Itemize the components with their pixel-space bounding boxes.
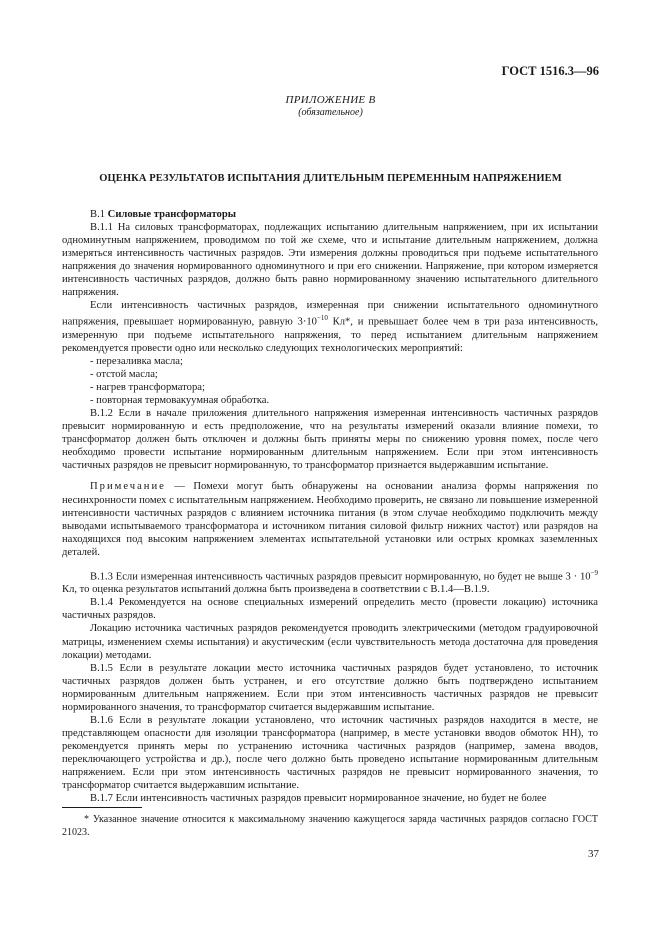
- paragraph-b-1-3: [62, 567, 598, 597]
- paragraph-b-1-2: В.1.2 Если в начале приложения длительного напряжения измеренная интенсивность частичных разрядов превысит нормированную и есть предположение, что на результаты измерений оказали влияние помехи, то трансформатор должен быть отключен и должны быть приняты меры по снижению уровня помех, после чего необходимо провести испытание нормированным длительным напряжением. Если при этом интенсивность частичных разрядов не превысит нормированную, то трансформатор признается выдержавшим испытание.: [62, 408, 598, 472]
- section-number: В.1: [90, 209, 106, 220]
- paragraph-text: В.1.3 Если измеренная интенсивность частичных разрядов превысит нормированную, но будет не выше 3 · 10: [90, 571, 591, 583]
- paragraph-b-1-7: В.1.7 Если интенсивность частичных разрядов превысит нормированное значение, но будет не более: [90, 793, 547, 805]
- paragraph-b-1-4: В.1.4 Рекомендуется на основе специальных измерений определить место (провести локацию) источника частичных разрядов.: [62, 597, 598, 622]
- paragraph-b-1-5: В.1.5 Если в результате локации место источника частичных разрядов будет установлено, то источник частичных разрядов должен быть устранен, и его отсутствие должно быть подтверждено испытанием нормированным длительным напряжением. Если при этом интенсивность частичных разрядов не превысит нормированного значения, то трансформатор считается выдержавшим испытание.: [62, 662, 598, 713]
- exponent: −10: [316, 314, 328, 323]
- paragraph-text: Кл*, и превышает более чем в три раза интенсивность, измеренную при подъеме испытательного напряжения, то перед испытанием длительным напряжением рекомендуется провести одно или несколько следующих технологических мероприятий:: [62, 316, 598, 354]
- footnote-divider: [62, 807, 142, 808]
- appendix-status: (обязательное): [298, 107, 363, 118]
- paragraph-b-1-6: В.1.6 Если в результате локации установлено, что источник частичных разрядов находится в месте, не представляющем опасности для изоляции трансформатора (например, в месте установки вводов обмоток НН), то рекомендуется принять меры по устранению источника частичных разрядов (например, замена вводов, переключающего устройства и др.), после чего должно быть проведено испытание нормированным длительным напряжением. Если при этом интенсивность частичных разрядов не превысит нормированного значения, то трансформатор считается выдержавшим испытание.: [62, 714, 598, 792]
- paragraph-b-1-1-cont: [62, 299, 598, 355]
- exponent: −9: [590, 568, 598, 577]
- document-id-header: ГОСТ 1516.3—96: [501, 64, 599, 78]
- footnote: * Указанное значение относится к максимальному значению кажущегося заряда частичных разрядов согласно ГОСТ 21023.: [62, 814, 598, 838]
- paragraph-text: Кл, то оценка результатов испытаний должна быть произведена в соответствии с В.1.4—В.1.9.: [62, 584, 490, 596]
- list-item: - отстой масла;: [90, 369, 158, 381]
- paragraph-text: Если интенсивность частичных разрядов, измеренная при снижении испытательного одноминутного напряжения, превышает нормированную, равную 3·10: [62, 300, 598, 328]
- body-text: [62, 208, 598, 805]
- page-number: 37: [588, 848, 599, 860]
- note-text: — Помехи могут быть обнаружены на основании анализа формы напряжения по несинхронности помех с испытательным напряжением. Необходимо проверить, не связано ли повышение измеренной интенсивности частичных разрядов с влиянием источника питания (в этом случае необходимо подключить между выводами испытываемого трансформатора и источником питания силовой фильтр нижних частот) или разрядов на находящихся под высоким напряжением элементах испытательной установки или острых кромках заземленных деталей.: [62, 481, 598, 558]
- appendix-title: ПРИЛОЖЕНИЕ В: [285, 94, 376, 106]
- appendix-heading: [0, 94, 661, 118]
- main-title: ОЦЕНКА РЕЗУЛЬТАТОВ ИСПЫТАНИЯ ДЛИТЕЛЬНЫМ ПЕРЕМЕННЫМ НАПРЯЖЕНИЕМ: [99, 173, 562, 184]
- list-item: - нагрев трансформатора;: [90, 382, 205, 394]
- paragraph-b-1-1: В.1.1 На силовых трансформаторах, подлежащих испытанию длительным напряжением, при их испытании одноминутным напряжением, проводимом по той же схеме, что и испытание длительным напряжением, должна измеряться интенсивность частичных разрядов. Эти измерения должны проводиться при подъеме испытательного напряжения до значения нормированного одноминутного и при его снижении. Напряжение, при котором измеряется интенсивность частичных разрядов, должно быть равно нормированному значению испытательного длительного напряжения.: [62, 222, 598, 299]
- note-label: Примечание: [90, 481, 166, 493]
- list-item: - повторная термовакуумная обработка.: [90, 395, 270, 407]
- paragraph-location: Локацию источника частичных разрядов рекомендуется проводить электрическими (методом градуировочной матрицы, изменением схемы испытания) и акустическим (если чувствительность метода достаточна для проведения локации) методами.: [62, 623, 598, 661]
- note: [62, 480, 598, 558]
- section-name: Силовые трансформаторы: [107, 209, 236, 220]
- section-heading: [62, 208, 598, 221]
- list-item: - перезаливка масла;: [90, 356, 183, 368]
